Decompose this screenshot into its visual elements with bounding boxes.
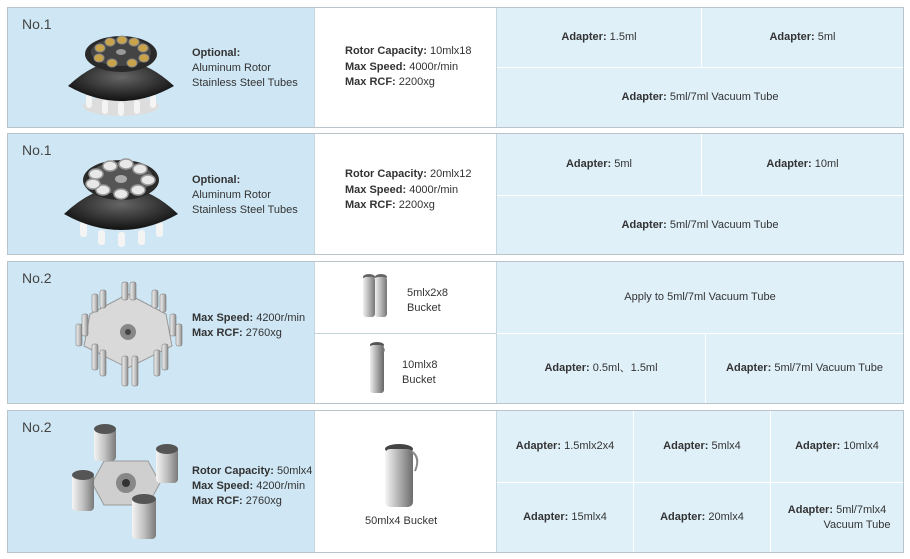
model-number: No.1	[22, 16, 52, 32]
spec-speed: Max Speed: 4000r/min	[345, 183, 459, 196]
apply-note: Apply to 5ml/7ml Vacuum Tube	[624, 291, 776, 303]
spec-rcf: Max RCF: 2200xg	[345, 76, 435, 88]
adapter-item: Adapter: 10ml	[766, 158, 839, 170]
optional-line: Stainless Steel Tubes	[192, 77, 298, 89]
bucket-label: 10mlx8 Bucket	[402, 359, 438, 386]
adapter-item: Adapter: 10mlx4	[795, 440, 879, 452]
bucket-label: 50mlx4 Bucket	[365, 515, 438, 527]
angle-rotor-12-image	[58, 142, 184, 252]
adapter-item: Adapter: 0.5ml、1.5ml	[544, 362, 658, 374]
optional-line: Stainless Steel Tubes	[192, 204, 298, 216]
rotor-image-cell	[8, 134, 314, 254]
large-bucket-icon	[381, 441, 421, 511]
adapter-item: Adapter: 5ml	[769, 31, 836, 43]
rotor-row-1	[7, 7, 904, 128]
specs-cell	[314, 8, 496, 127]
spec-rcf: Max RCF: 2760xg	[192, 495, 282, 507]
spec-rcf: Max RCF: 2760xg	[192, 327, 282, 339]
rotor-image-cell	[8, 8, 314, 127]
spec-rcf: Max RCF: 2200xg	[345, 199, 435, 211]
bucket-label: 5mlx2x8 Bucket	[407, 287, 448, 314]
adapters-cell	[496, 134, 903, 254]
spec-speed: Max Speed: 4200r/min	[192, 312, 306, 324]
spec-capacity: Rotor Capacity: 10mlx18	[345, 45, 472, 57]
adapter-item: Adapter: 5ml/7ml Vacuum Tube	[621, 91, 779, 103]
rotor-row-4	[7, 410, 904, 553]
swing-rotor-4-bucket-image	[64, 421, 188, 545]
spec-list	[192, 464, 312, 509]
rotor-image-cell	[8, 262, 314, 403]
swing-rotor-multi-bucket-image	[70, 280, 186, 392]
adapter-item: Adapter: 20mlx4	[660, 511, 744, 523]
single-bucket-icon	[367, 340, 387, 396]
adapter-item: Adapter: 5ml	[565, 158, 632, 170]
spec-speed: Max Speed: 4000r/min	[345, 60, 459, 73]
optional-line: Aluminum Rotor	[192, 62, 271, 74]
spec-speed: Max Speed: 4200r/min	[192, 480, 306, 492]
adapters-cell	[496, 8, 903, 127]
optional-heading: Optional:	[192, 174, 241, 186]
spec-capacity: Rotor Capacity: 50mlx4	[192, 465, 313, 477]
speed-info	[192, 311, 305, 341]
adapters-cell	[496, 262, 903, 403]
adapter-item: Adapter: 1.5ml	[561, 31, 637, 43]
double-bucket-icon	[361, 271, 389, 323]
adapters-cell	[496, 411, 903, 552]
rotor-row-3	[7, 261, 904, 404]
optional-line: Aluminum Rotor	[192, 189, 271, 201]
spec-list	[345, 44, 472, 91]
model-number: No.2	[22, 419, 52, 435]
adapter-item: Adapter: 15mlx4	[523, 511, 607, 523]
optional-info	[192, 173, 298, 218]
adapter-item: Adapter: 5ml/7ml Vacuum Tube	[621, 218, 779, 231]
adapter-item: Adapter: 5ml/7mlx4 Vacuum Tube	[787, 503, 891, 531]
bucket-cell	[314, 411, 496, 552]
rotor-image-cell	[8, 411, 314, 552]
spec-capacity: Rotor Capacity: 20mlx12	[345, 168, 472, 180]
adapter-item: Adapter: 5ml/7ml Vacuum Tube	[726, 362, 883, 374]
spec-list	[345, 167, 472, 214]
rotor-row-2	[7, 133, 904, 255]
bucket-cell	[314, 262, 496, 403]
optional-heading: Optional:	[192, 47, 241, 59]
model-number: No.1	[22, 142, 52, 158]
adapter-item: Adapter: 1.5mlx2x4	[515, 440, 615, 452]
model-number: No.2	[22, 270, 52, 286]
specs-cell	[314, 134, 496, 254]
optional-info	[192, 46, 298, 91]
adapter-item: Adapter: 5mlx4	[663, 440, 741, 452]
angle-rotor-18-image	[60, 16, 182, 124]
